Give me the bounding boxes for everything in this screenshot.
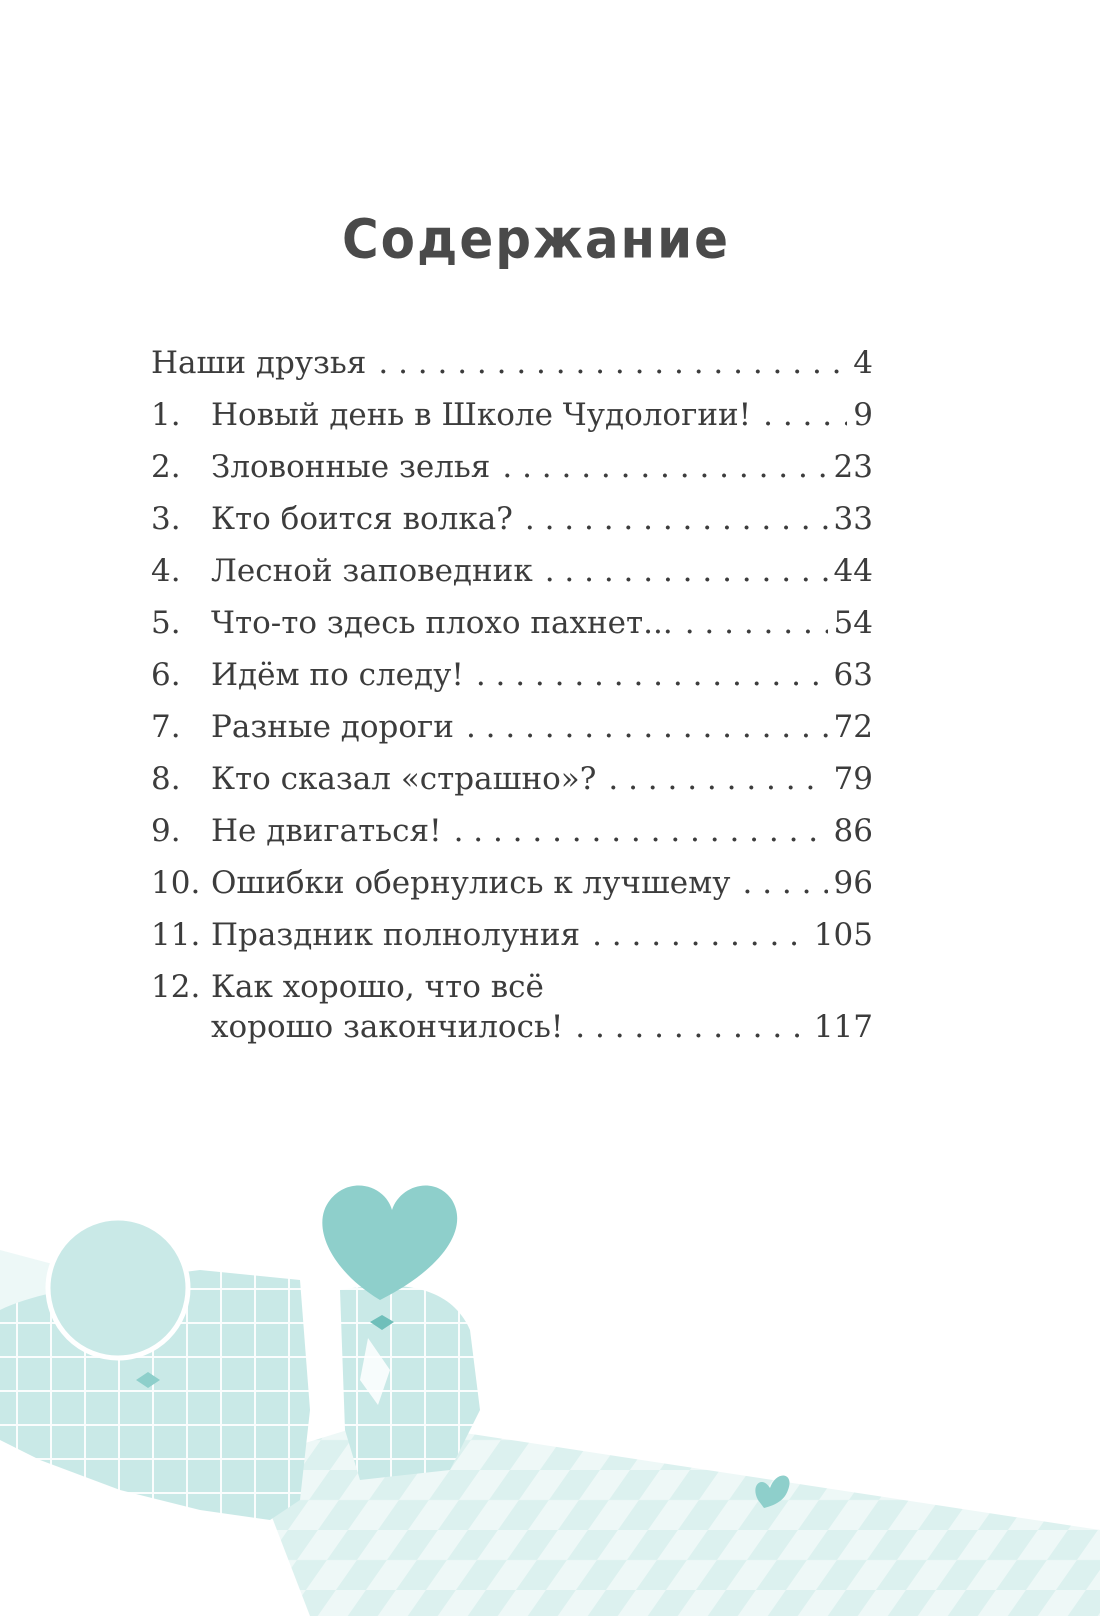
toc-title: Кто боится волка?: [211, 501, 513, 537]
right-character-cloak: [340, 1286, 480, 1480]
toc-number: 1.: [151, 397, 181, 433]
left-character-head: [48, 1218, 188, 1358]
heart-head: [322, 1186, 457, 1300]
toc-title: Праздник полнолуния: [211, 917, 581, 953]
toc-entry-6[interactable]: [151, 657, 873, 697]
toc-entry-11[interactable]: [151, 917, 873, 957]
toc-entry-5[interactable]: [151, 605, 873, 645]
toc-page: 86: [833, 813, 873, 849]
toc-number: 10.: [151, 865, 201, 901]
toc-page: 44: [833, 553, 873, 589]
toc-title-line1: Как хорошо, что всё: [211, 969, 544, 1005]
toc-dots: [743, 865, 828, 901]
toc-line: [211, 605, 873, 641]
toc-page: 23: [833, 449, 873, 485]
toc-line: [211, 709, 873, 745]
toc-number: 9.: [151, 813, 181, 849]
toc-number: 3.: [151, 501, 181, 537]
toc-title: Ошибки обернулись к лучшему: [211, 865, 731, 901]
toc-title: Лесной заповедник: [211, 553, 533, 589]
toc-entry-12[interactable]: [151, 969, 873, 1053]
toc-page: 79: [833, 761, 873, 797]
toc-number: 4.: [151, 553, 181, 589]
toc-page: 9: [853, 397, 873, 433]
toc-dots: [454, 813, 828, 849]
toc-dots: [545, 553, 828, 589]
toc-page: 117: [813, 1009, 873, 1045]
toc-number: 5.: [151, 605, 181, 641]
toc-title: Зловонные зелья: [211, 449, 491, 485]
toc-line: [151, 345, 873, 381]
toc-dots: [608, 761, 827, 797]
toc-title: Не двигаться!: [211, 813, 442, 849]
characters-illustration: [0, 1170, 1100, 1616]
toc-line: [211, 1009, 873, 1045]
toc-line: [211, 761, 873, 797]
page-title: Содержание: [341, 207, 731, 271]
toc-dots: [378, 345, 847, 381]
toc-number: 2.: [151, 449, 181, 485]
toc-number: 8.: [151, 761, 181, 797]
toc-page: 96: [833, 865, 873, 901]
toc-title: Что-то здесь плохо пахнет...: [211, 605, 673, 641]
toc-number: 12.: [151, 969, 201, 1005]
toc-dots: [763, 397, 847, 433]
toc-dots: [476, 657, 828, 693]
toc-page: 4: [853, 345, 873, 381]
toc-line: [211, 501, 873, 537]
toc-dots: [502, 449, 827, 485]
toc-line: [211, 397, 873, 433]
toc-entry-friends[interactable]: [151, 345, 873, 385]
toc-line: [211, 917, 873, 953]
toc-title: Идём по следу!: [211, 657, 464, 693]
toc-number: 7.: [151, 709, 181, 745]
toc-line: [211, 553, 873, 589]
toc-entry-1[interactable]: [151, 397, 873, 437]
toc-dots: [525, 501, 828, 537]
toc-title: Кто сказал «страшно»?: [211, 761, 597, 797]
toc-dots: [466, 709, 828, 745]
toc-entry-7[interactable]: [151, 709, 873, 749]
toc-entry-9[interactable]: [151, 813, 873, 853]
toc-entry-8[interactable]: [151, 761, 873, 801]
toc-page: 72: [833, 709, 873, 745]
toc-page: 105: [813, 917, 873, 953]
toc-line: [211, 449, 873, 485]
toc-title: Разные дороги: [211, 709, 454, 745]
toc-line: [211, 813, 873, 849]
toc-entry-10[interactable]: [151, 865, 873, 905]
toc-page: 33: [833, 501, 873, 537]
toc-number: 11.: [151, 917, 201, 953]
toc-line: [211, 865, 873, 901]
toc-dots: [592, 917, 808, 953]
toc-entry-3[interactable]: [151, 501, 873, 541]
toc-page: 63: [833, 657, 873, 693]
toc-title: хорошо закончилось!: [211, 1009, 564, 1045]
toc-title: Наши друзья: [151, 345, 367, 381]
toc-line: [211, 657, 873, 693]
toc-number: 6.: [151, 657, 181, 693]
toc-title: Новый день в Школе Чудологии!: [211, 397, 752, 433]
toc-entry-2[interactable]: [151, 449, 873, 489]
toc-entry-4[interactable]: [151, 553, 873, 593]
toc-page: 54: [833, 605, 873, 641]
toc-dots: [685, 605, 828, 641]
toc-dots: [575, 1009, 808, 1045]
